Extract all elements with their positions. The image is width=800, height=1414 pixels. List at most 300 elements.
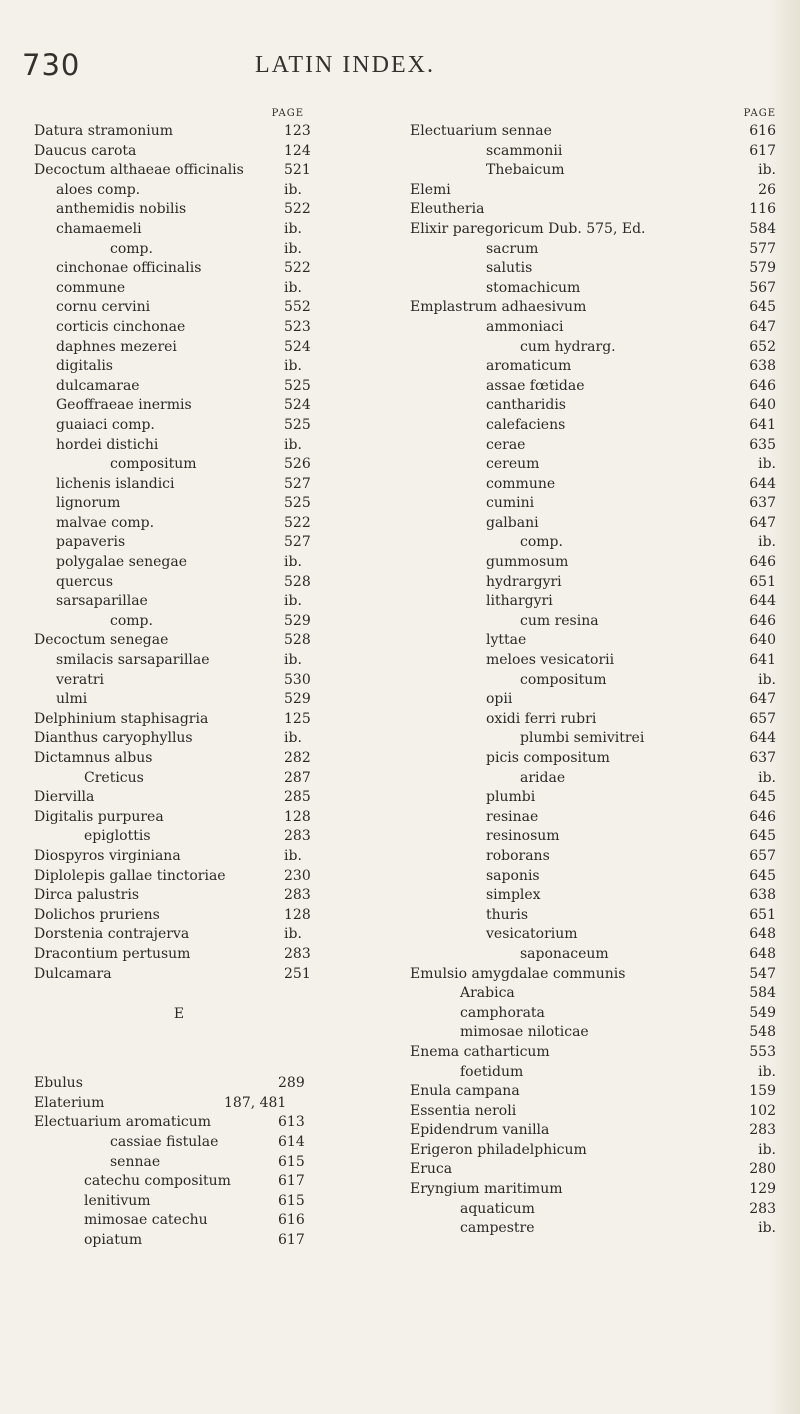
index-entry: [410, 573, 780, 593]
entry-term: Emplastrum adhaesivum: [410, 299, 587, 316]
index-entry: [410, 200, 780, 220]
index-entry: [410, 769, 780, 789]
index-entry: [410, 965, 780, 985]
entry-term: Ebulus: [34, 1075, 83, 1092]
index-entry: [410, 220, 780, 240]
entry-term: sennae: [110, 1153, 161, 1170]
entry-term: hydrargyri: [486, 573, 562, 590]
entry-term: Thebaicum: [486, 162, 565, 179]
index-entry: [34, 808, 414, 828]
entry-term: ulmi: [56, 691, 88, 708]
entry-term: roborans: [486, 847, 550, 864]
index-entry: [410, 475, 780, 495]
entry-page-ref: 125: [284, 710, 311, 727]
entry-page-ref: 657: [749, 710, 776, 727]
index-entry: [410, 847, 780, 867]
entry-page-ref: 644: [749, 475, 776, 492]
index-entry: [34, 1172, 414, 1192]
index-entry: [410, 240, 780, 260]
entry-page-ref: ib.: [284, 847, 302, 864]
index-entry: [410, 142, 780, 162]
entry-page-ref: 640: [749, 632, 776, 649]
entry-page-ref: 641: [749, 652, 776, 669]
entry-term: corticis cinchonae: [56, 318, 186, 335]
entry-term: Epidendrum vanilla: [410, 1122, 550, 1139]
index-entry: [410, 690, 780, 710]
entry-page-ref: 528: [284, 632, 311, 649]
index-entry: [410, 181, 780, 201]
index-entry: [410, 553, 780, 573]
entry-term: Dracontium pertusum: [34, 945, 191, 962]
index-entry: [410, 318, 780, 338]
entry-term: veratri: [56, 671, 105, 688]
index-entry: [410, 886, 780, 906]
entry-term: saponis: [486, 867, 540, 884]
index-entry: [410, 455, 780, 475]
entry-term: catechu compositum: [84, 1173, 231, 1190]
index-entry: [34, 925, 414, 945]
index-entry: [34, 1211, 414, 1231]
index-entry: [34, 788, 414, 808]
entry-term: thuris: [486, 906, 529, 923]
entry-term: daphnes mezerei: [56, 338, 177, 355]
entry-page-ref: 251: [284, 965, 311, 982]
index-entry: [410, 514, 780, 534]
index-entry: [410, 122, 780, 142]
entry-page-ref: 613: [278, 1114, 305, 1131]
index-entry: [410, 945, 780, 965]
entry-term: Dianthus caryophyllus: [34, 730, 193, 747]
index-entry: [34, 200, 414, 220]
index-entry: [410, 1004, 780, 1024]
entry-term: assae fœtidae: [486, 377, 585, 394]
index-entry: [34, 710, 414, 730]
entry-term: Enula campana: [410, 1083, 520, 1100]
entry-term: lyttae: [486, 632, 527, 649]
index-entry: [34, 220, 414, 240]
index-entry: [410, 925, 780, 945]
entry-page-ref: ib.: [758, 1141, 776, 1158]
entry-term: cinchonae officinalis: [56, 260, 202, 277]
entry-page-ref: 524: [284, 397, 311, 414]
entry-term: meloes vesicatorii: [486, 652, 615, 669]
index-entry: [34, 240, 414, 260]
index-entry: [410, 827, 780, 847]
entry-page-ref: 645: [749, 789, 776, 806]
entry-term: Daucus carota: [34, 142, 137, 159]
entry-page-ref: 579: [749, 260, 776, 277]
entry-page-ref: 524: [284, 338, 311, 355]
entry-page-ref: 529: [284, 691, 311, 708]
index-entries-left: [34, 122, 414, 984]
index-entry: [410, 1121, 780, 1141]
entry-term: plumbi: [486, 789, 536, 806]
entry-term: resinosum: [486, 828, 560, 845]
entry-page-ref: ib.: [284, 730, 302, 747]
entry-term: lichenis islandici: [56, 475, 175, 492]
entry-page-ref: 646: [749, 808, 776, 825]
index-entry: [34, 377, 414, 397]
entry-page-ref: 522: [284, 514, 311, 531]
entry-page-ref: 638: [749, 887, 776, 904]
index-entry: [34, 847, 414, 867]
index-entry: [410, 788, 780, 808]
entry-page-ref: 552: [284, 299, 311, 316]
entry-page-ref: ib.: [284, 554, 302, 571]
entry-term: Emulsio amygdalae communis: [410, 965, 626, 982]
entry-term: dulcamarae: [56, 377, 140, 394]
index-entry: [34, 553, 414, 573]
entry-page-ref: 648: [749, 926, 776, 943]
entry-term: Dirca palustris: [34, 887, 139, 904]
entry-term: aromaticum: [486, 358, 572, 375]
entry-page-ref: 640: [749, 397, 776, 414]
entry-term: Decoctum althaeae officinalis: [34, 162, 244, 179]
index-entry: [34, 1094, 414, 1114]
index-entry: [34, 122, 414, 142]
index-entry: [34, 1113, 414, 1133]
entry-term: Elaterium: [34, 1094, 105, 1111]
index-entry: [410, 749, 780, 769]
index-entry: [410, 1160, 780, 1180]
entry-term: commune: [56, 279, 126, 296]
entry-page-ref: 652: [749, 338, 776, 355]
entry-page-ref: 549: [749, 1004, 776, 1021]
entry-term: Enema catharticum: [410, 1043, 550, 1060]
entry-term: cassiae fistulae: [110, 1133, 219, 1150]
entry-term: stomachicum: [486, 279, 581, 296]
entry-term: comp.: [110, 612, 153, 629]
entry-page-ref: ib.: [758, 769, 776, 786]
index-entry: [410, 710, 780, 730]
entry-term: aloes comp.: [56, 181, 141, 198]
entry-page-ref: 648: [749, 945, 776, 962]
index-entry: [410, 279, 780, 299]
entry-page-ref: ib.: [758, 456, 776, 473]
index-entry: [410, 1219, 780, 1239]
entry-term: simplex: [486, 887, 541, 904]
index-entry: [410, 671, 780, 691]
index-entry: [410, 867, 780, 887]
entry-term: epiglottis: [84, 828, 151, 845]
entry-term: vesicatorium: [486, 926, 578, 943]
entry-page-ref: ib.: [284, 652, 302, 669]
entry-page-ref: ib.: [284, 181, 302, 198]
index-entry: [410, 416, 780, 436]
entry-term: chamaemeli: [56, 220, 142, 237]
index-entry: [34, 769, 414, 789]
entry-term: plumbi semivitrei: [520, 730, 645, 747]
entry-term: Arabica: [460, 985, 515, 1002]
entry-page-ref: 525: [284, 377, 311, 394]
index-entry: [34, 142, 414, 162]
entry-term: Elemi: [410, 181, 451, 198]
entry-term: resinae: [486, 808, 539, 825]
entry-term: polygalae senegae: [56, 554, 188, 571]
index-entry: [410, 396, 780, 416]
entry-term: campestre: [460, 1220, 535, 1237]
entry-page-ref: 230: [284, 867, 311, 884]
index-entry: [410, 1141, 780, 1161]
index-entry: [34, 455, 414, 475]
entry-page-ref: 645: [749, 828, 776, 845]
entry-page-ref: ib.: [284, 593, 302, 610]
entry-term: Digitalis purpurea: [34, 808, 164, 825]
entry-term: Eleutheria: [410, 201, 485, 218]
entry-page-ref: 283: [284, 945, 311, 962]
entry-page-ref: 102: [749, 1102, 776, 1119]
entry-page-ref: 187, 481: [224, 1094, 287, 1111]
entry-page-ref: 26: [758, 181, 776, 198]
entry-page-ref: ib.: [284, 220, 302, 237]
entry-page-ref: 525: [284, 416, 311, 433]
entry-term: galbani: [486, 514, 539, 531]
index-entry: [410, 338, 780, 358]
page-header: [0, 48, 800, 88]
entry-page-ref: 645: [749, 299, 776, 316]
index-entry: [34, 965, 414, 985]
entry-term: Dolichos pruriens: [34, 906, 160, 923]
entry-term: calefaciens: [486, 416, 566, 433]
entry-term: Diervilla: [34, 789, 95, 806]
entry-page-ref: 287: [284, 769, 311, 786]
index-entry: [34, 259, 414, 279]
index-column-left: [34, 106, 414, 1250]
entry-term: Essentia neroli: [410, 1102, 517, 1119]
index-entry: [34, 1133, 414, 1153]
entry-page-ref: 638: [749, 358, 776, 375]
entry-term: smilacis sarsaparillae: [56, 652, 210, 669]
entry-page-ref: 553: [749, 1043, 776, 1060]
entry-term: quercus: [56, 573, 113, 590]
entry-page-ref: 527: [284, 534, 311, 551]
entry-page-ref: 289: [278, 1075, 305, 1092]
entry-term: lithargyri: [486, 593, 553, 610]
entry-page-ref: 528: [284, 573, 311, 590]
index-entry: [410, 729, 780, 749]
entry-page-ref: ib.: [758, 534, 776, 551]
entry-term: Diplolepis gallae tinctoriae: [34, 867, 226, 884]
entry-page-ref: 124: [284, 142, 311, 159]
index-entry: [410, 533, 780, 553]
index-entry: [34, 161, 414, 181]
entry-page-ref: 530: [284, 671, 311, 688]
entry-term: mimosae niloticae: [460, 1024, 589, 1041]
index-entry: [34, 592, 414, 612]
index-entry: [34, 945, 414, 965]
index-entry: [34, 1192, 414, 1212]
entry-page-ref: ib.: [284, 279, 302, 296]
index-entry: [34, 181, 414, 201]
index-entry: [34, 533, 414, 553]
index-entry: [34, 906, 414, 926]
entry-page-ref: 129: [749, 1181, 776, 1198]
index-entry: [410, 651, 780, 671]
index-entry: [34, 827, 414, 847]
index-entry: [34, 475, 414, 495]
entry-page-ref: 116: [749, 201, 776, 218]
entry-term: Elixir paregoricum Dub. 575, Ed.: [410, 220, 646, 237]
entry-term: mimosae catechu: [84, 1212, 208, 1229]
entry-term: opii: [486, 691, 513, 708]
index-column-right: [410, 106, 780, 1239]
entry-page-ref: 283: [284, 828, 311, 845]
entry-term: papaveris: [56, 534, 126, 551]
entry-page-ref: 617: [278, 1173, 305, 1190]
entry-term: cumini: [486, 495, 535, 512]
entry-term: camphorata: [460, 1004, 545, 1021]
entry-page-ref: 615: [278, 1192, 305, 1209]
entry-page-ref: 616: [278, 1212, 305, 1229]
entry-page-ref: 529: [284, 612, 311, 629]
entry-page-ref: 646: [749, 377, 776, 394]
entry-term: Eruca: [410, 1161, 453, 1178]
entry-term: Creticus: [84, 769, 144, 786]
index-entry: [410, 1200, 780, 1220]
entry-term: digitalis: [56, 358, 113, 375]
entry-term: Eryngium maritimum: [410, 1181, 563, 1198]
index-entry: [34, 338, 414, 358]
index-entry: [34, 749, 414, 769]
entry-page-ref: 647: [749, 514, 776, 531]
entry-page-ref: 651: [749, 906, 776, 923]
entry-term: oxidi ferri rubri: [486, 710, 597, 727]
index-entry: [410, 592, 780, 612]
index-entry: [410, 1102, 780, 1122]
running-title: LATIN INDEX.: [255, 52, 435, 78]
entry-page-ref: 644: [749, 593, 776, 610]
entry-page-ref: 617: [278, 1231, 305, 1248]
entry-term: compositum: [520, 671, 607, 688]
entry-term: compositum: [110, 456, 197, 473]
entry-page-ref: 646: [749, 612, 776, 629]
index-entries-left-e: [34, 1074, 414, 1250]
index-entry: [34, 886, 414, 906]
entry-term: sarsaparillae: [56, 593, 148, 610]
entry-term: salutis: [486, 260, 533, 277]
entry-page-ref: 283: [749, 1122, 776, 1139]
index-entry: [410, 984, 780, 1004]
page-number: 730: [22, 48, 81, 82]
entry-term: cereum: [486, 456, 540, 473]
entry-page-ref: 280: [749, 1161, 776, 1178]
index-entry: [34, 1074, 414, 1094]
entry-page-ref: 657: [749, 847, 776, 864]
entry-page-ref: 637: [749, 495, 776, 512]
entry-page-ref: ib.: [758, 162, 776, 179]
index-entry: [34, 671, 414, 691]
entry-page-ref: 584: [749, 985, 776, 1002]
entry-term: gummosum: [486, 554, 569, 571]
entry-term: Decoctum senegae: [34, 632, 169, 649]
index-entry: [410, 357, 780, 377]
entry-term: foetidum: [460, 1063, 524, 1080]
entry-page-ref: ib.: [284, 358, 302, 375]
entry-term: Datura stramonium: [34, 123, 174, 139]
entry-page-ref: 523: [284, 318, 311, 335]
entry-term: scammonii: [486, 142, 563, 159]
entry-term: cerae: [486, 436, 526, 453]
entry-page-ref: 644: [749, 730, 776, 747]
entry-page-ref: 647: [749, 318, 776, 335]
index-entry: [34, 416, 414, 436]
entry-page-ref: 641: [749, 416, 776, 433]
entry-term: sacrum: [486, 240, 539, 257]
entry-page-ref: 584: [749, 220, 776, 237]
entry-term: comp.: [110, 240, 153, 257]
index-entry: [34, 436, 414, 456]
entry-page-ref: 614: [278, 1133, 305, 1150]
entry-term: malvae comp.: [56, 514, 155, 531]
index-entry: [410, 1023, 780, 1043]
entry-term: Dictamnus albus: [34, 750, 153, 766]
index-entry: [410, 494, 780, 514]
entry-page-ref: 128: [284, 808, 311, 825]
entry-term: cum hydrarg.: [520, 338, 616, 355]
entry-page-ref: 285: [284, 789, 311, 806]
index-entry: [34, 612, 414, 632]
entry-page-ref: ib.: [284, 436, 302, 453]
index-entry: [34, 729, 414, 749]
index-entry: [410, 612, 780, 632]
entry-term: Delphinium staphisagria: [34, 710, 209, 727]
index-entry: [410, 436, 780, 456]
index-entry: [410, 631, 780, 651]
entry-term: lignorum: [56, 495, 121, 512]
index-entry: [410, 1063, 780, 1083]
entry-page-ref: 282: [284, 750, 311, 766]
entry-page-ref: ib.: [758, 1063, 776, 1080]
index-entries-right: [410, 122, 780, 1239]
index-entry: [34, 357, 414, 377]
page-column-heading: PAGE: [743, 108, 776, 119]
entry-page-ref: 123: [284, 123, 311, 139]
entry-term: Erigeron philadelphicum: [410, 1141, 587, 1158]
entry-page-ref: 522: [284, 260, 311, 277]
index-entry: [34, 1153, 414, 1173]
entry-term: picis compositum: [486, 750, 610, 766]
entry-term: comp.: [520, 534, 563, 551]
index-entry: [34, 651, 414, 671]
page-column-heading: PAGE: [271, 108, 304, 119]
index-entry: [410, 161, 780, 181]
entry-term: Diospyros virginiana: [34, 847, 181, 864]
entry-page-ref: 159: [749, 1083, 776, 1100]
index-entry: [34, 318, 414, 338]
index-entry: [34, 279, 414, 299]
entry-page-ref: 522: [284, 201, 311, 218]
entry-page-ref: ib.: [284, 240, 302, 257]
index-entry: [410, 1082, 780, 1102]
index-entry: [34, 298, 414, 318]
entry-page-ref: 647: [749, 691, 776, 708]
entry-term: commune: [486, 475, 556, 492]
entry-term: guaiaci comp.: [56, 416, 155, 433]
entry-page-ref: 645: [749, 867, 776, 884]
index-entry: [34, 494, 414, 514]
entry-page-ref: 283: [284, 887, 311, 904]
entry-page-ref: 547: [749, 965, 776, 982]
index-entry: [410, 906, 780, 926]
entry-page-ref: ib.: [284, 926, 302, 943]
entry-page-ref: ib.: [758, 1220, 776, 1237]
entry-page-ref: 635: [749, 436, 776, 453]
entry-page-ref: 525: [284, 495, 311, 512]
entry-term: cantharidis: [486, 397, 566, 414]
entry-page-ref: 646: [749, 554, 776, 571]
entry-page-ref: 615: [278, 1153, 305, 1170]
index-entry: [410, 259, 780, 279]
